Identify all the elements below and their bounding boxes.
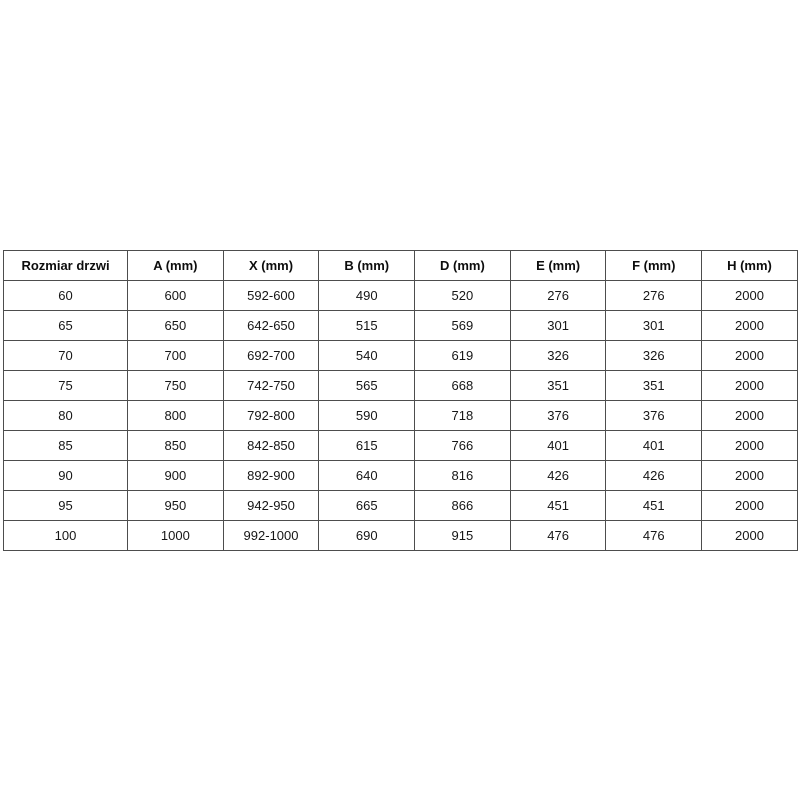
table-cell: 942-950 [223,491,319,521]
table-cell: 301 [606,311,702,341]
table-cell: 2000 [702,281,798,311]
column-header-d-mm: D (mm) [415,251,511,281]
table-cell: 640 [319,461,415,491]
table-cell: 700 [128,341,224,371]
table-cell: 60 [4,281,128,311]
table-cell: 520 [415,281,511,311]
table-row [4,401,798,431]
table-cell: 85 [4,431,128,461]
table-cell: 376 [606,401,702,431]
table-cell: 950 [128,491,224,521]
column-header-rozmiar-drzwi: Rozmiar drzwi [4,251,128,281]
table-cell: 642-650 [223,311,319,341]
table-cell: 615 [319,431,415,461]
table-cell: 2000 [702,431,798,461]
header-row [4,251,798,281]
table-cell: 600 [128,281,224,311]
table-row [4,281,798,311]
column-header-h-mm: H (mm) [702,251,798,281]
table-cell: 451 [606,491,702,521]
column-header-x-mm: X (mm) [223,251,319,281]
table-cell: 565 [319,371,415,401]
table-cell: 900 [128,461,224,491]
table-cell: 2000 [702,311,798,341]
table-row [4,371,798,401]
table-cell: 326 [510,341,606,371]
table-cell: 426 [510,461,606,491]
table-cell: 750 [128,371,224,401]
table-cell: 866 [415,491,511,521]
table-cell: 690 [319,521,415,551]
table-cell: 95 [4,491,128,521]
table-cell: 401 [606,431,702,461]
table-row [4,521,798,551]
table-cell: 540 [319,341,415,371]
column-header-f-mm: F (mm) [606,251,702,281]
table-cell: 650 [128,311,224,341]
column-header-b-mm: B (mm) [319,251,415,281]
table-cell: 816 [415,461,511,491]
table-cell: 515 [319,311,415,341]
table-cell: 426 [606,461,702,491]
table-cell: 892-900 [223,461,319,491]
table-cell: 2000 [702,521,798,551]
table-cell: 90 [4,461,128,491]
table-cell: 80 [4,401,128,431]
table-cell: 276 [606,281,702,311]
table-cell: 326 [606,341,702,371]
table-cell: 992-1000 [223,521,319,551]
table-cell: 351 [510,371,606,401]
column-header-a-mm: A (mm) [128,251,224,281]
table-cell: 490 [319,281,415,311]
table-cell: 569 [415,311,511,341]
table-cell: 665 [319,491,415,521]
table-cell: 301 [510,311,606,341]
table-row [4,341,798,371]
table-cell: 276 [510,281,606,311]
table-row [4,431,798,461]
table-row [4,311,798,341]
table-cell: 766 [415,431,511,461]
table-cell: 351 [606,371,702,401]
table-cell: 476 [510,521,606,551]
table-cell: 842-850 [223,431,319,461]
table-cell: 2000 [702,371,798,401]
table-cell: 476 [606,521,702,551]
table-cell: 668 [415,371,511,401]
table-cell: 1000 [128,521,224,551]
table-cell: 915 [415,521,511,551]
table-row [4,491,798,521]
column-header-e-mm: E (mm) [510,251,606,281]
table-cell: 590 [319,401,415,431]
table-cell: 850 [128,431,224,461]
table-cell: 692-700 [223,341,319,371]
table-cell: 619 [415,341,511,371]
table-cell: 792-800 [223,401,319,431]
table-cell: 2000 [702,461,798,491]
table-cell: 718 [415,401,511,431]
table-cell: 75 [4,371,128,401]
table-cell: 742-750 [223,371,319,401]
table-cell: 592-600 [223,281,319,311]
door-size-table-container [3,250,797,551]
table-cell: 451 [510,491,606,521]
table-cell: 2000 [702,341,798,371]
table-cell: 65 [4,311,128,341]
table-cell: 2000 [702,491,798,521]
table-cell: 100 [4,521,128,551]
table-cell: 2000 [702,401,798,431]
door-size-table [3,250,798,551]
table-cell: 376 [510,401,606,431]
table-cell: 800 [128,401,224,431]
table-cell: 70 [4,341,128,371]
table-cell: 401 [510,431,606,461]
table-row [4,461,798,491]
